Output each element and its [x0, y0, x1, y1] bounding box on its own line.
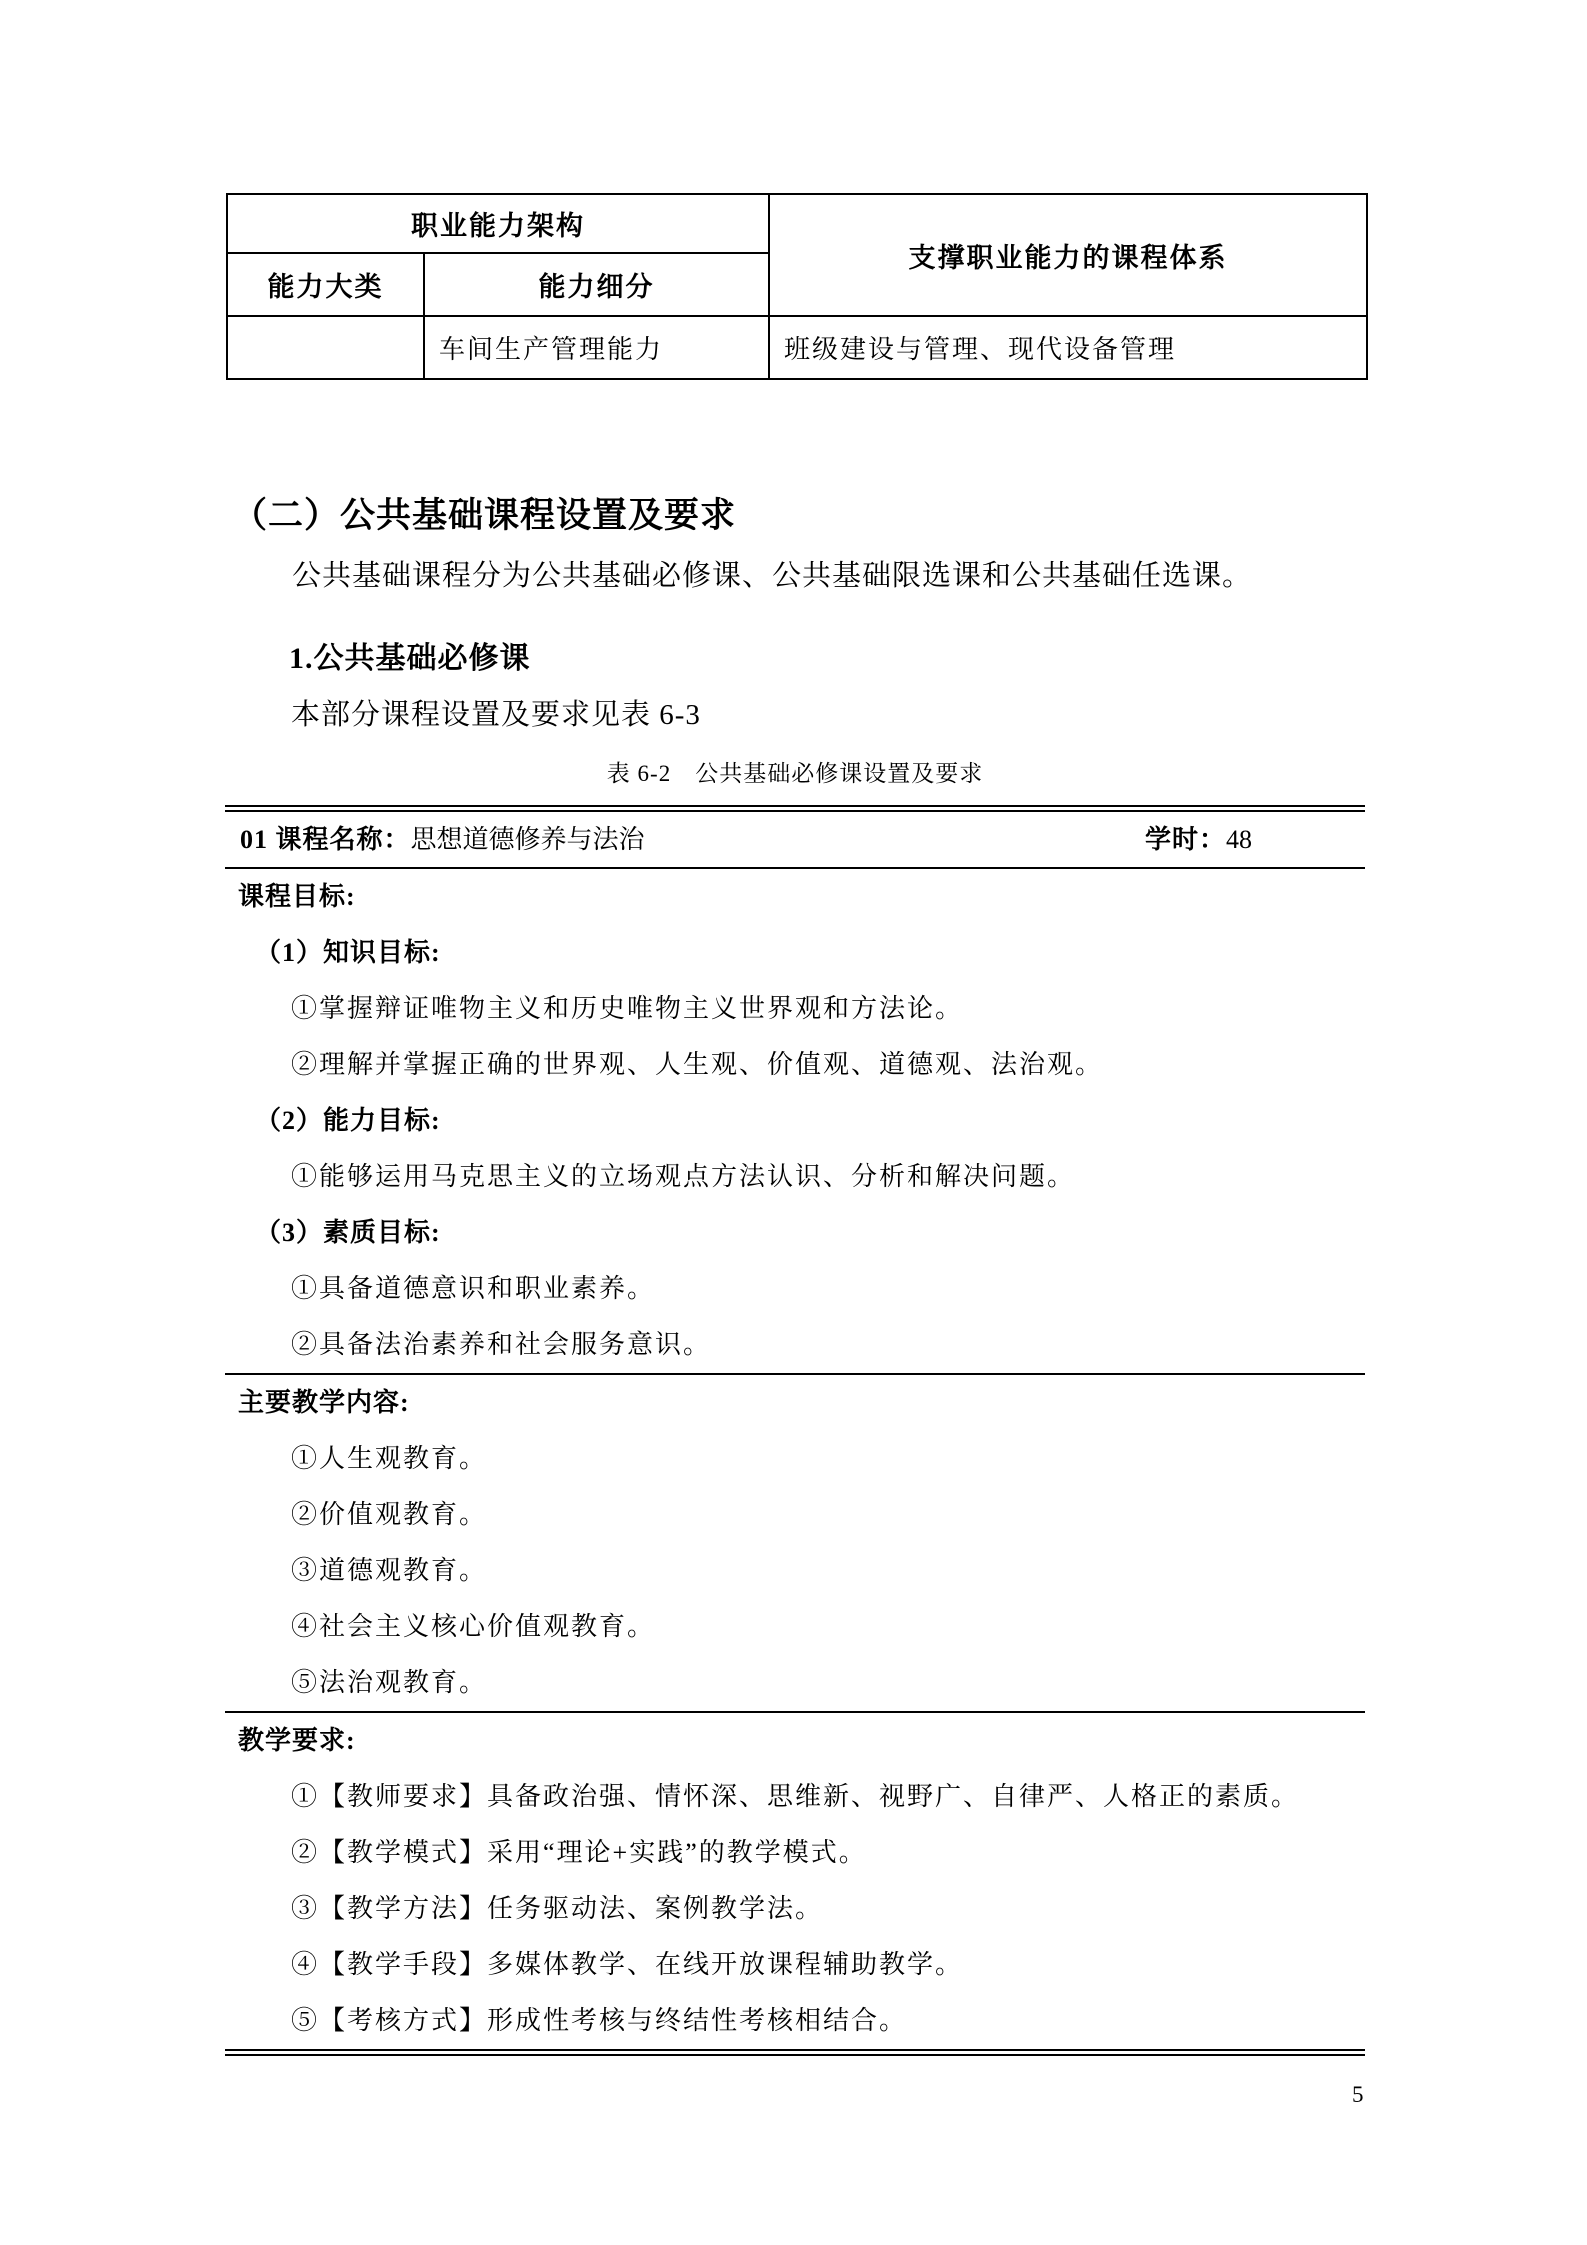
- capability-table: [226, 193, 1368, 380]
- course-objectives-section: [225, 869, 1365, 1375]
- list-item: ②理解并掌握正确的世界观、人生观、价值观、道德观、法治观。: [291, 1050, 1104, 1079]
- column-header-subdivision: 能力细分: [424, 253, 769, 316]
- subsection-heading: 1.公共基础必修课: [289, 642, 531, 675]
- note-paragraph: 本部分课程设置及要求见表 6-3: [291, 699, 701, 731]
- content-title: 主要教学内容:: [238, 1388, 410, 1417]
- section-intro-paragraph: 公共基础课程分为公共基础必修课、公共基础限选课和公共基础任选课。: [292, 560, 1253, 592]
- list-item: ②价值观教育。: [291, 1500, 488, 1529]
- list-item: ①【教师要求】具备政治强、情怀深、思维新、视野广、自律严、人格正的素质。: [291, 1782, 1300, 1811]
- course-hours: [1145, 812, 1252, 867]
- list-item: ①人生观教育。: [291, 1444, 488, 1473]
- course-name-label: 01 课程名称：: [240, 825, 411, 854]
- list-item: ④社会主义核心价值观教育。: [291, 1612, 656, 1641]
- section-heading: （二）公共基础课程设置及要求: [232, 496, 737, 535]
- requirements-title: 教学要求:: [238, 1726, 356, 1755]
- table-caption: 表 6-2 公共基础必修课设置及要求: [606, 761, 984, 786]
- course-content-section: [225, 1375, 1365, 1713]
- list-item: ⑤法治观教育。: [291, 1668, 488, 1697]
- list-item: ②【教学模式】采用“理论+实践”的教学模式。: [291, 1838, 867, 1867]
- list-item: ①能够运用马克思主义的立场观点方法认识、分析和解决问题。: [291, 1162, 1076, 1191]
- list-item: ①具备道德意识和职业素养。: [291, 1274, 656, 1303]
- course-hours-label: 学时：: [1145, 825, 1227, 854]
- course-header-row: [225, 812, 1365, 869]
- cell-subdivision: 车间生产管理能力: [424, 316, 769, 379]
- page-number: 5: [1352, 2082, 1364, 2107]
- list-item: ③【教学方法】任务驱动法、案例教学法。: [291, 1894, 824, 1923]
- list-item: ③道德观教育。: [291, 1556, 488, 1585]
- course-requirements-section: [225, 1713, 1365, 2049]
- cell-category: [227, 316, 424, 379]
- course-table: [225, 805, 1365, 2056]
- course-name-value: 思想道德修养与法治: [410, 825, 645, 854]
- list-item: ④【教学手段】多媒体教学、在线开放课程辅助教学。: [291, 1950, 964, 1979]
- cell-courses: 班级建设与管理、现代设备管理: [769, 316, 1367, 379]
- course-system-header: 支撑职业能力的课程体系: [769, 194, 1367, 316]
- list-item: ①掌握辩证唯物主义和历史唯物主义世界观和方法论。: [291, 994, 964, 1023]
- list-item: ⑤【考核方式】形成性考核与终结性考核相结合。: [291, 2006, 908, 2035]
- ability-objectives-title: （2）能力目标:: [255, 1106, 441, 1135]
- course-hours-value: 48: [1226, 825, 1253, 854]
- list-item: ②具备法治素养和社会服务意识。: [291, 1330, 712, 1359]
- table-row: [227, 316, 1367, 379]
- course-name: [240, 812, 645, 867]
- knowledge-objectives-title: （1）知识目标:: [255, 938, 441, 967]
- column-header-category: 能力大类: [227, 253, 424, 316]
- capability-structure-header: 职业能力架构: [227, 194, 769, 253]
- objectives-title: 课程目标:: [238, 882, 356, 911]
- quality-objectives-title: （3）素质目标:: [255, 1218, 441, 1247]
